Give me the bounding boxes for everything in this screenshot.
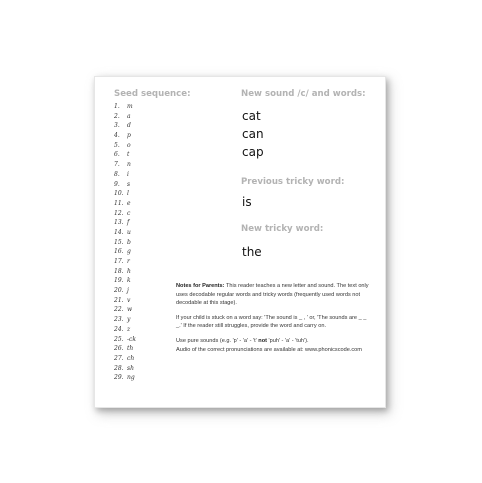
seed-sequence-number: 22.: [114, 306, 124, 314]
seed-sequence-number: 21.: [114, 296, 124, 304]
notes-paragraph-1: [176, 282, 372, 308]
seed-sequence-number: 29.: [114, 374, 124, 382]
new-word-2: can: [242, 127, 264, 141]
seed-sequence-item: [114, 209, 174, 219]
seed-sequence-number: 27.: [114, 354, 124, 362]
seed-sequence-sound: w: [127, 306, 133, 314]
seed-sequence-number: 23.: [114, 316, 124, 324]
notes-text-4: Audio of the correct pronunciations are available at: www.phonicscode.com: [176, 346, 362, 353]
seed-sequence-item: [114, 131, 174, 141]
notes-text-1: This reader teaches a new letter and sound. The text only uses decodable regular words and tricky words (frequently used words not decodable at this stage).: [176, 283, 369, 307]
seed-sequence-sound: b: [127, 238, 131, 246]
seed-sequence-sound: o: [127, 141, 131, 149]
seed-sequence-item: [114, 247, 174, 257]
seed-sequence-sound: ng: [127, 374, 135, 382]
seed-sequence-sound: m: [127, 103, 133, 110]
seed-sequence-item: [114, 373, 174, 383]
seed-sequence-item: [114, 189, 174, 199]
seed-sequence-item: [114, 354, 174, 364]
seed-sequence-number: 16.: [114, 248, 124, 256]
seed-sequence-sound: -ck: [127, 335, 137, 343]
seed-sequence-item: [114, 228, 174, 238]
seed-sequence-sound: g: [127, 248, 131, 256]
new-word-1: cat: [242, 109, 261, 123]
seed-sequence-sound: k: [127, 277, 131, 285]
seed-sequence-number: 10.: [114, 190, 124, 198]
seed-sequence-item: [114, 286, 174, 296]
new-tricky-word: the: [242, 245, 262, 259]
seed-sequence-item: [114, 102, 174, 112]
seed-sequence-item: [114, 218, 174, 228]
notes-label: Notes for Parents:: [176, 283, 225, 289]
seed-sequence-sound: s: [127, 180, 131, 188]
seed-sequence-item: [114, 305, 174, 315]
seed-sequence-number: 6.: [114, 151, 120, 159]
seed-sequence-item: [114, 160, 174, 170]
seed-sequence-sound: u: [127, 228, 131, 236]
notes-paragraph-3: [176, 337, 372, 354]
seed-sequence-sound: d: [127, 122, 131, 130]
seed-sequence-item: [114, 170, 174, 180]
seed-sequence-sound: n: [127, 161, 131, 169]
seed-sequence-number: 5.: [114, 141, 120, 149]
seed-sequence-number: 28.: [114, 364, 124, 372]
seed-sequence-item: [114, 267, 174, 277]
seed-sequence-sound: v: [127, 296, 131, 304]
seed-sequence-number: 11.: [114, 199, 124, 207]
seed-sequence-number: 12.: [114, 209, 124, 217]
seed-sequence-item: [114, 180, 174, 190]
seed-sequence-number: 2.: [114, 112, 120, 120]
seed-sequence-sound: j: [127, 287, 129, 295]
book-page: [94, 76, 386, 408]
seed-sequence-sound: ch: [127, 354, 135, 362]
notes-not-emphasis: not: [258, 337, 267, 344]
new-tricky-heading: New tricky word:: [241, 224, 324, 234]
seed-sequence-number: 19.: [114, 277, 124, 285]
seed-sequence-sound: e: [127, 199, 131, 207]
previous-tricky-heading: Previous tricky word:: [241, 177, 345, 187]
seed-sequence-number: 15.: [114, 238, 124, 246]
seed-sequence-item: [114, 315, 174, 325]
seed-sequence-number: 3.: [114, 122, 120, 130]
seed-sequence-number: 20.: [114, 287, 124, 295]
seed-sequence-item: [114, 238, 174, 248]
new-word-3: cap: [242, 145, 264, 159]
seed-sequence-number: 7.: [114, 161, 120, 169]
seed-sequence-item: [114, 141, 174, 151]
seed-sequence-item: [114, 364, 174, 374]
previous-tricky-word: is: [242, 195, 252, 209]
seed-sequence-number: 13.: [114, 219, 124, 227]
seed-sequence-sound: c: [127, 209, 131, 217]
seed-sequence-item: [114, 199, 174, 209]
notes-text-3b: 'puh' - 'a' - 'tuh').: [266, 337, 309, 344]
seed-sequence-item: [114, 112, 174, 122]
seed-sequence-item: [114, 121, 174, 131]
notes-for-parents: [176, 282, 372, 360]
seed-sequence-sound: h: [127, 267, 131, 275]
seed-sequence-item: [114, 257, 174, 267]
seed-sequence-item: [114, 276, 174, 286]
seed-sequence-heading: Seed sequence:: [114, 89, 191, 99]
seed-sequence-sound: l: [127, 190, 129, 198]
notes-paragraph-2: [176, 314, 372, 331]
seed-sequence-sound: th: [127, 345, 134, 353]
seed-sequence-number: 4.: [114, 132, 120, 140]
seed-sequence-number: 17.: [114, 258, 124, 265]
seed-sequence-sound: t: [127, 151, 130, 159]
seed-sequence-sound: z: [127, 325, 131, 333]
notes-text-3a: Use pure sounds (e.g. 'p' - 'a' - 't': [176, 337, 259, 344]
seed-sequence-number: 14.: [114, 228, 124, 236]
seed-sequence-item: [114, 344, 174, 354]
seed-sequence-sound: f: [127, 219, 130, 227]
seed-sequence-number: 24.: [114, 325, 124, 333]
seed-sequence-sound: r: [127, 258, 130, 265]
seed-sequence-item: [114, 335, 174, 345]
seed-sequence-list: [114, 102, 174, 383]
seed-sequence-sound: y: [127, 316, 131, 324]
notes-text-2: If your child is stuck on a word say: 'The sound is _ , ' or, 'The sounds are _ _ _.' If the reader still struggles, provide the word and carry on.: [176, 314, 367, 330]
seed-sequence-number: 18.: [114, 267, 124, 275]
seed-sequence-number: 26.: [114, 345, 124, 353]
seed-sequence-sound: a: [127, 112, 131, 120]
seed-sequence-sound: p: [127, 132, 131, 140]
seed-sequence-sound: i: [127, 170, 129, 178]
seed-sequence-sound: sh: [127, 364, 134, 372]
seed-sequence-number: 8.: [114, 170, 120, 178]
seed-sequence-item: [114, 296, 174, 306]
seed-sequence-item: [114, 150, 174, 160]
seed-sequence-number: 25.: [114, 335, 124, 343]
seed-sequence-item: [114, 325, 174, 335]
seed-sequence-number: 1.: [114, 103, 120, 110]
seed-sequence-number: 9.: [114, 180, 120, 188]
new-sound-heading: New sound /c/ and words:: [241, 89, 366, 99]
